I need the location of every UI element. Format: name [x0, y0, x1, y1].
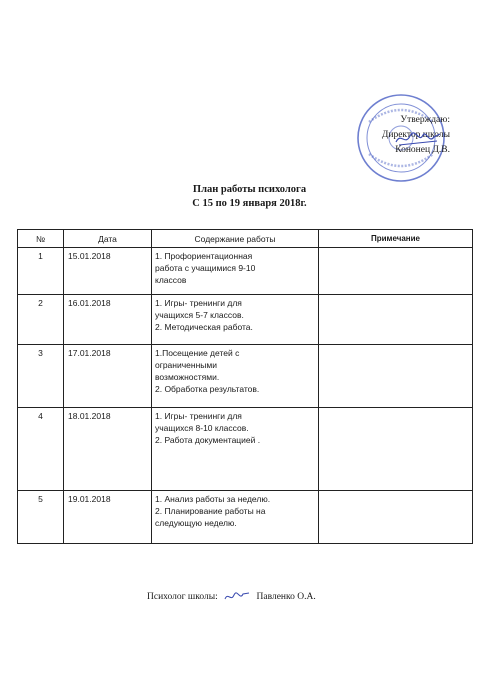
- footer-signature-line: [147, 590, 316, 604]
- row-content: [152, 248, 319, 295]
- row-date: 15.01.2018: [64, 248, 152, 295]
- row-number: 3: [18, 345, 64, 408]
- table-row: [18, 295, 473, 345]
- row-number: 1: [18, 248, 64, 295]
- header-note: Примечание: [319, 230, 473, 248]
- content-line: 1. Анализ работы за неделю.: [155, 494, 271, 504]
- row-note: [319, 295, 473, 345]
- row-date: 18.01.2018: [64, 408, 152, 491]
- content-line: ограниченными: [155, 360, 217, 370]
- footer-name: Павленко О.А.: [256, 592, 316, 603]
- schedule-table: [17, 229, 473, 544]
- row-number: 2: [18, 295, 64, 345]
- approval-heading: Утверждаю:: [400, 115, 450, 125]
- row-date: 19.01.2018: [64, 491, 152, 544]
- content-line: 1. Игры- тренинги для: [155, 411, 242, 421]
- row-date: 16.01.2018: [64, 295, 152, 345]
- approval-position: Директор школы: [381, 130, 450, 140]
- row-number: 4: [18, 408, 64, 491]
- row-content: [152, 345, 319, 408]
- table-row: [18, 345, 473, 408]
- row-content: [152, 491, 319, 544]
- header-date: Дата: [64, 230, 152, 248]
- footer-label: Психолог школы:: [147, 592, 218, 603]
- approval-director-name: Кононец Д.В.: [395, 145, 450, 155]
- table-header-row: [18, 230, 473, 248]
- document-subtitle: С 15 по 19 января 2018г.: [192, 198, 307, 209]
- table-row: [18, 491, 473, 544]
- row-note: [319, 248, 473, 295]
- content-line: следующую неделю.: [155, 518, 237, 528]
- document-title: План работы психолога: [192, 184, 307, 195]
- content-line: 2. Обработка результатов.: [155, 384, 260, 394]
- table-row: [18, 248, 473, 295]
- content-line: учащихся 8-10 классов.: [155, 423, 249, 433]
- header-number: №: [18, 230, 64, 248]
- row-date: 17.01.2018: [64, 345, 152, 408]
- row-number: 5: [18, 491, 64, 544]
- content-line: 1.Посещение детей с: [155, 348, 240, 358]
- content-line: 2. Работа документацией .: [155, 435, 261, 445]
- header-content: Содержание работы: [152, 230, 319, 248]
- content-line: классов: [155, 275, 187, 285]
- content-line: 2. Планирование работы на: [155, 506, 266, 516]
- row-note: [319, 345, 473, 408]
- row-content: [152, 408, 319, 491]
- psychologist-signature: [223, 590, 251, 604]
- row-note: [319, 491, 473, 544]
- content-line: работа с учащимися 9-10: [155, 263, 256, 273]
- content-line: 1. Профориентационная: [155, 251, 253, 261]
- director-signature: [393, 128, 443, 150]
- row-content: [152, 295, 319, 345]
- content-line: 2. Методическая работа.: [155, 322, 253, 332]
- content-line: учащихся 5-7 классов.: [155, 310, 244, 320]
- content-line: возможностями.: [155, 372, 220, 382]
- row-note: [319, 408, 473, 491]
- content-line: 1. Игры- тренинги для: [155, 298, 242, 308]
- table-row: [18, 408, 473, 491]
